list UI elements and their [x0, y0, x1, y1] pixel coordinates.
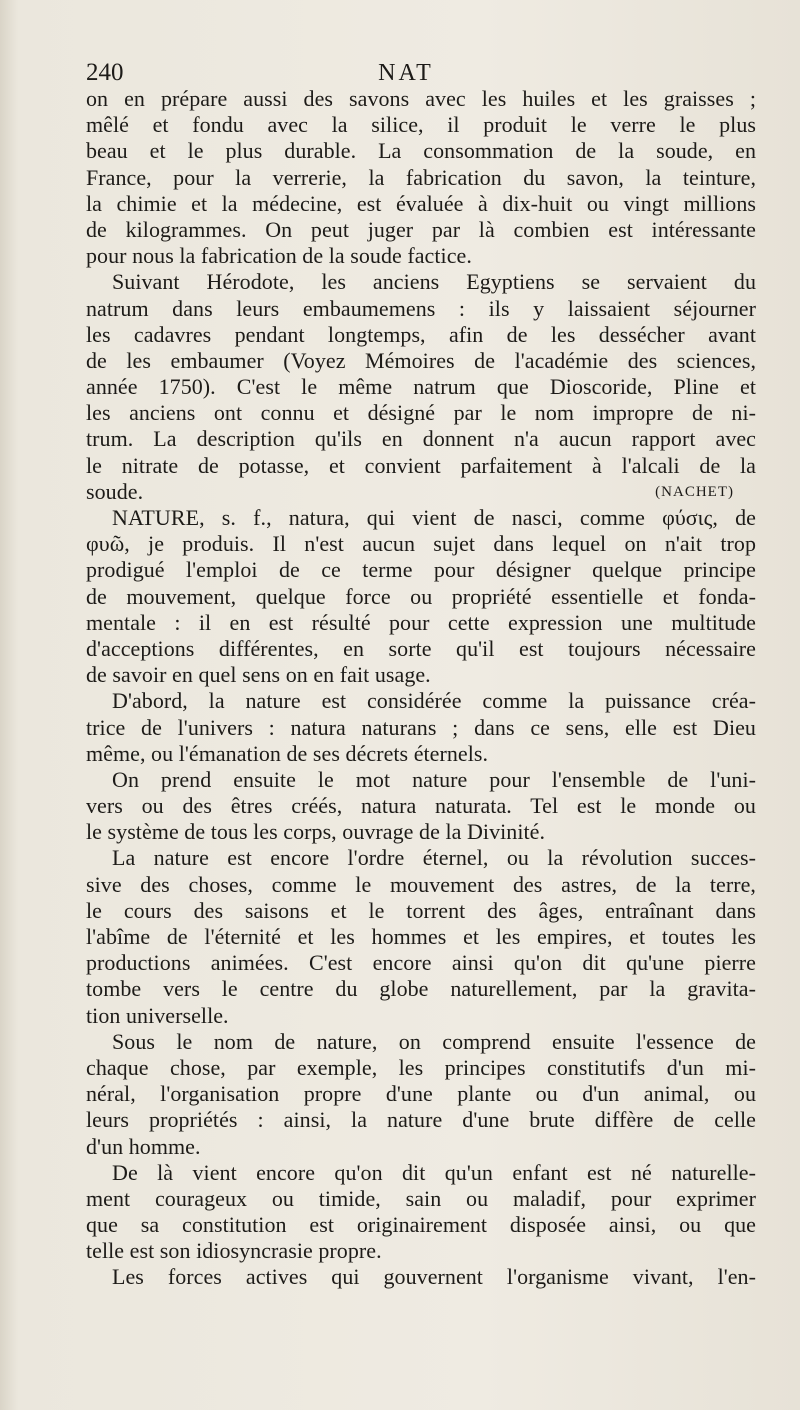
text-line: on en prépare aussi des savons avec les huiles et les graisses ;: [86, 86, 756, 111]
page-header: [86, 0, 756, 88]
text-line: d'acceptions différentes, en sorte qu'il est toujours nécessaire: [86, 635, 756, 661]
text-line: néral, l'organisation propre d'une plante ou d'un animal, ou: [86, 1081, 756, 1107]
text-line: leurs propriétés : ainsi, la nature d'une brute diffère de celle: [86, 1107, 756, 1133]
text-line: prodigué l'emploi de ce terme pour désigner quelque principe: [86, 557, 756, 583]
text-line: pour nous la fabrication de la soude factice.: [86, 243, 472, 269]
text-line: même, ou l'émanation de ses décrets éternels.: [86, 740, 489, 766]
text-line: D'abord, la nature est considérée comme la puissance créa-: [112, 688, 756, 714]
text-line: De là vient encore qu'on dit qu'un enfant est né naturelle-: [112, 1159, 756, 1185]
text-line: productions animées. C'est encore ainsi qu'on dit qu'une pierre: [86, 950, 756, 976]
running-head: NAT: [378, 60, 434, 86]
text-line: vers ou des êtres créés, natura naturata. Tel est le monde ou: [86, 793, 756, 819]
entry-headword-line: NATURE, s. f., natura, qui vient de nasci, comme φύσις, de: [112, 505, 756, 530]
text-line: sive des choses, comme le mouvement des astres, de la terre,: [86, 871, 756, 897]
text-line: de les embaumer (Voyez Mémoires de l'académie des sciences,: [86, 347, 756, 373]
paragraph: [86, 845, 756, 1028]
text-line: tion universelle.: [86, 1002, 229, 1028]
text-line: Les forces actives qui gouvernent l'organisme vivant, l'en-: [112, 1264, 756, 1290]
text-line: natrum dans leurs embaumemens : ils y laissaient séjourner: [86, 295, 756, 321]
paragraph: [86, 1029, 756, 1160]
paragraph: [86, 767, 756, 846]
text-line: le système de tous les corps, ouvrage de la Divinité.: [86, 819, 546, 845]
text-line: la chimie et la médecine, est évaluée à dix-huit ou vingt millions: [86, 190, 756, 216]
text-line: les cadavres pendant longtemps, afin de les dessécher avant: [86, 321, 756, 347]
text-line: d'un homme.: [86, 1133, 201, 1159]
author-signature: (NACHET): [655, 483, 734, 500]
line-text: soude.: [86, 478, 144, 504]
text-line: chaque chose, par exemple, les principes constitutifs d'un mi-: [86, 1054, 756, 1080]
text-line: les anciens ont connu et désigné par le nom impropre de ni-: [86, 400, 756, 426]
text-line: de mouvement, quelque force ou propriété essentielle et fonda-: [86, 583, 756, 609]
paragraph: [86, 269, 756, 505]
text-line: le nitrate de potasse, et convient parfaitement à l'alcali de la: [86, 452, 756, 478]
paragraph: [86, 86, 756, 269]
text-line: de kilogrammes. On peut juger par là combien est intéressante: [86, 216, 756, 242]
text-line: [86, 479, 756, 505]
paragraph: [86, 1160, 756, 1265]
page-body: [86, 86, 756, 1291]
text-line: Sous le nom de nature, on comprend ensuite l'essence de: [112, 1028, 756, 1054]
text-line: φυῶ, je produis. Il n'est aucun sujet dans lequel on n'ait trop: [86, 531, 756, 557]
text-line: La nature est encore l'ordre éternel, ou la révolution succes-: [112, 845, 756, 871]
page-number: 240: [86, 59, 124, 86]
text-line: trum. La description qu'ils en donnent n'a aucun rapport avec: [86, 426, 756, 452]
paragraph: [86, 688, 756, 767]
text-line: beau et le plus durable. La consommation de la soude, en: [86, 138, 756, 164]
text-line: année 1750). C'est le même natrum que Dioscoride, Pline et: [86, 374, 756, 400]
text-line: France, pour la verrerie, la fabrication du savon, la teinture,: [86, 164, 756, 190]
text-line: de savoir en quel sens on en fait usage.: [86, 662, 431, 688]
text-line: l'abîme de l'éternité et les hommes et les empires, et toutes les: [86, 924, 756, 949]
text-line: que sa constitution est originairement disposée ainsi, ou que: [86, 1212, 756, 1238]
text-line: Suivant Hérodote, les anciens Egyptiens se servaient du: [112, 269, 756, 295]
paragraph-entry-nature: [86, 505, 756, 688]
paragraph: [86, 1264, 756, 1290]
text-line: le cours des saisons et le torrent des âges, entraînant dans: [86, 897, 756, 923]
text-line: telle est son idiosyncrasie propre.: [86, 1238, 382, 1264]
text-line: On prend ensuite le mot nature pour l'ensemble de l'uni-: [112, 766, 756, 792]
text-line: mêlé et fondu avec la silice, il produit le verre le plus: [86, 112, 756, 138]
text-line: ment courageux ou timide, sain ou maladif, pour exprimer: [86, 1185, 756, 1211]
text-line: tombe vers le centre du globe naturellement, par la gravita-: [86, 976, 756, 1002]
text-line: trice de l'univers : natura naturans ; dans ce sens, elle est Dieu: [86, 714, 756, 740]
text-line: mentale : il en est résulté pour cette expression une multitude: [86, 609, 756, 635]
